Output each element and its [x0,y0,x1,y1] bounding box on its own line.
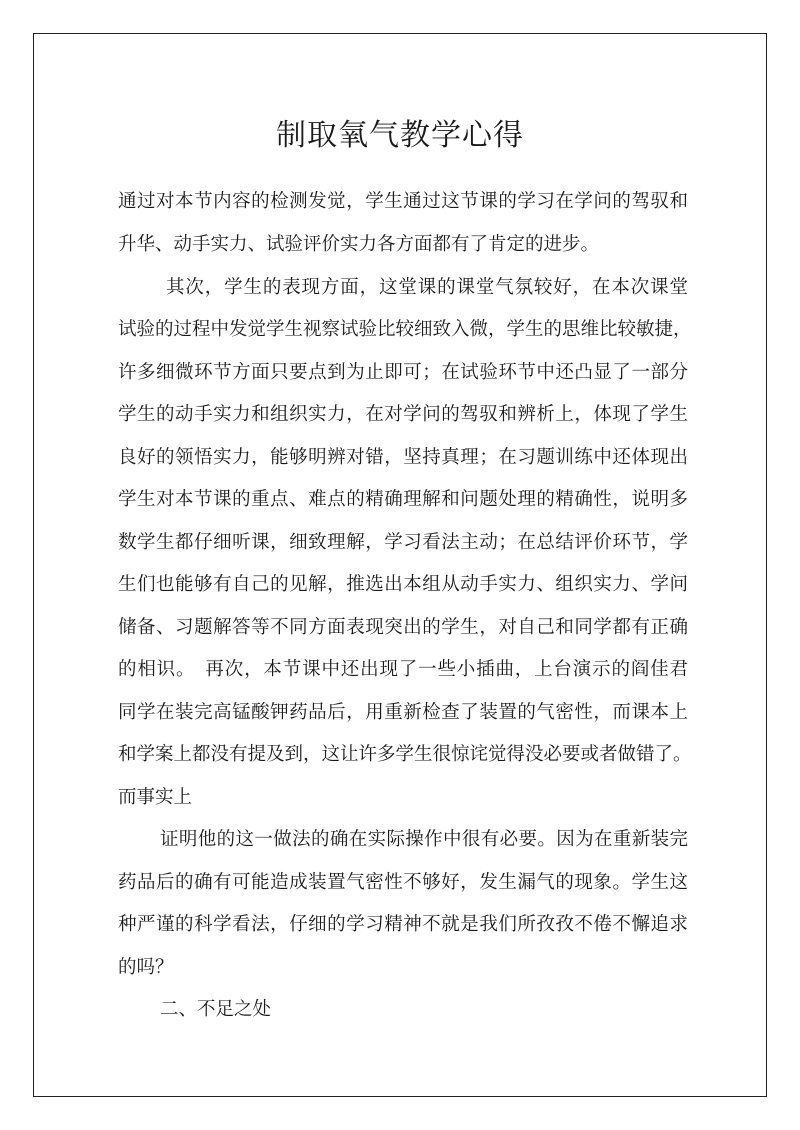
text-line: 学生的动手实力和组织实力，在对学问的驾驭和辨析上，体现了学生 [118,404,688,425]
text-line: 数学生都仔细听课，细致理解，学习看法主动；在总结评价环节，学 [118,532,688,553]
text-line: 生们也能够有自己的见解，推选出本组从动手实力、组织实力、学问 [118,574,688,595]
text-line: 其次，学生的表现方面，这堂课的课堂气氛较好，在本次课堂 [166,277,688,298]
text-line: 的吗？ [118,957,174,978]
text-line: 同学在装完高锰酸钾药品后，用重新检查了装置的气密性，而课本上 [118,702,688,723]
section-heading: 二、不足之处 [160,999,272,1020]
text-line: 而事实上 [118,787,193,808]
text-line: 储备、习题解答等不同方面表现突出的学生，对自己和同学都有正确 [118,617,688,638]
text-line: 许多细微环节方面只要点到为止即可；在试验环节中还凸显了一部分 [118,362,688,383]
document-title: 制取氧气教学心得 [276,118,524,153]
text-line: 药品后的确有可能造成装置气密性不够好，发生漏气的现象。学生这 [118,872,688,893]
text-line: 学生对本节课的重点、难点的精确理解和问题处理的精确性，说明多 [118,489,688,510]
text-line: 试验的过程中发觉学生视察试验比较细致入微，学生的思维比较敏捷， [118,319,692,340]
text-line: 通过对本节内容的检测发觉，学生通过这节课的学习在学问的驾驭和 [118,191,688,212]
text-line: 的相识。 再次，本节课中还出现了一些小插曲，上台演示的阎佳君 [118,659,688,680]
text-line: 升华、动手实力、试验评价实力各方面都有了肯定的进步。 [118,234,600,255]
text-line: 和学案上都没有提及到，这让许多学生很惊诧觉得没必要或者做错了。 [118,744,692,765]
text-line: 种严谨的科学看法，仔细的学习精神不就是我们所孜孜不倦不懈追求 [118,914,688,935]
text-line: 证明他的这一做法的确在实际操作中很有必要。因为在重新装完 [160,829,688,850]
text-line: 良好的领悟实力，能够明辨对错，坚持真理；在习题训练中还体现出 [118,447,688,468]
